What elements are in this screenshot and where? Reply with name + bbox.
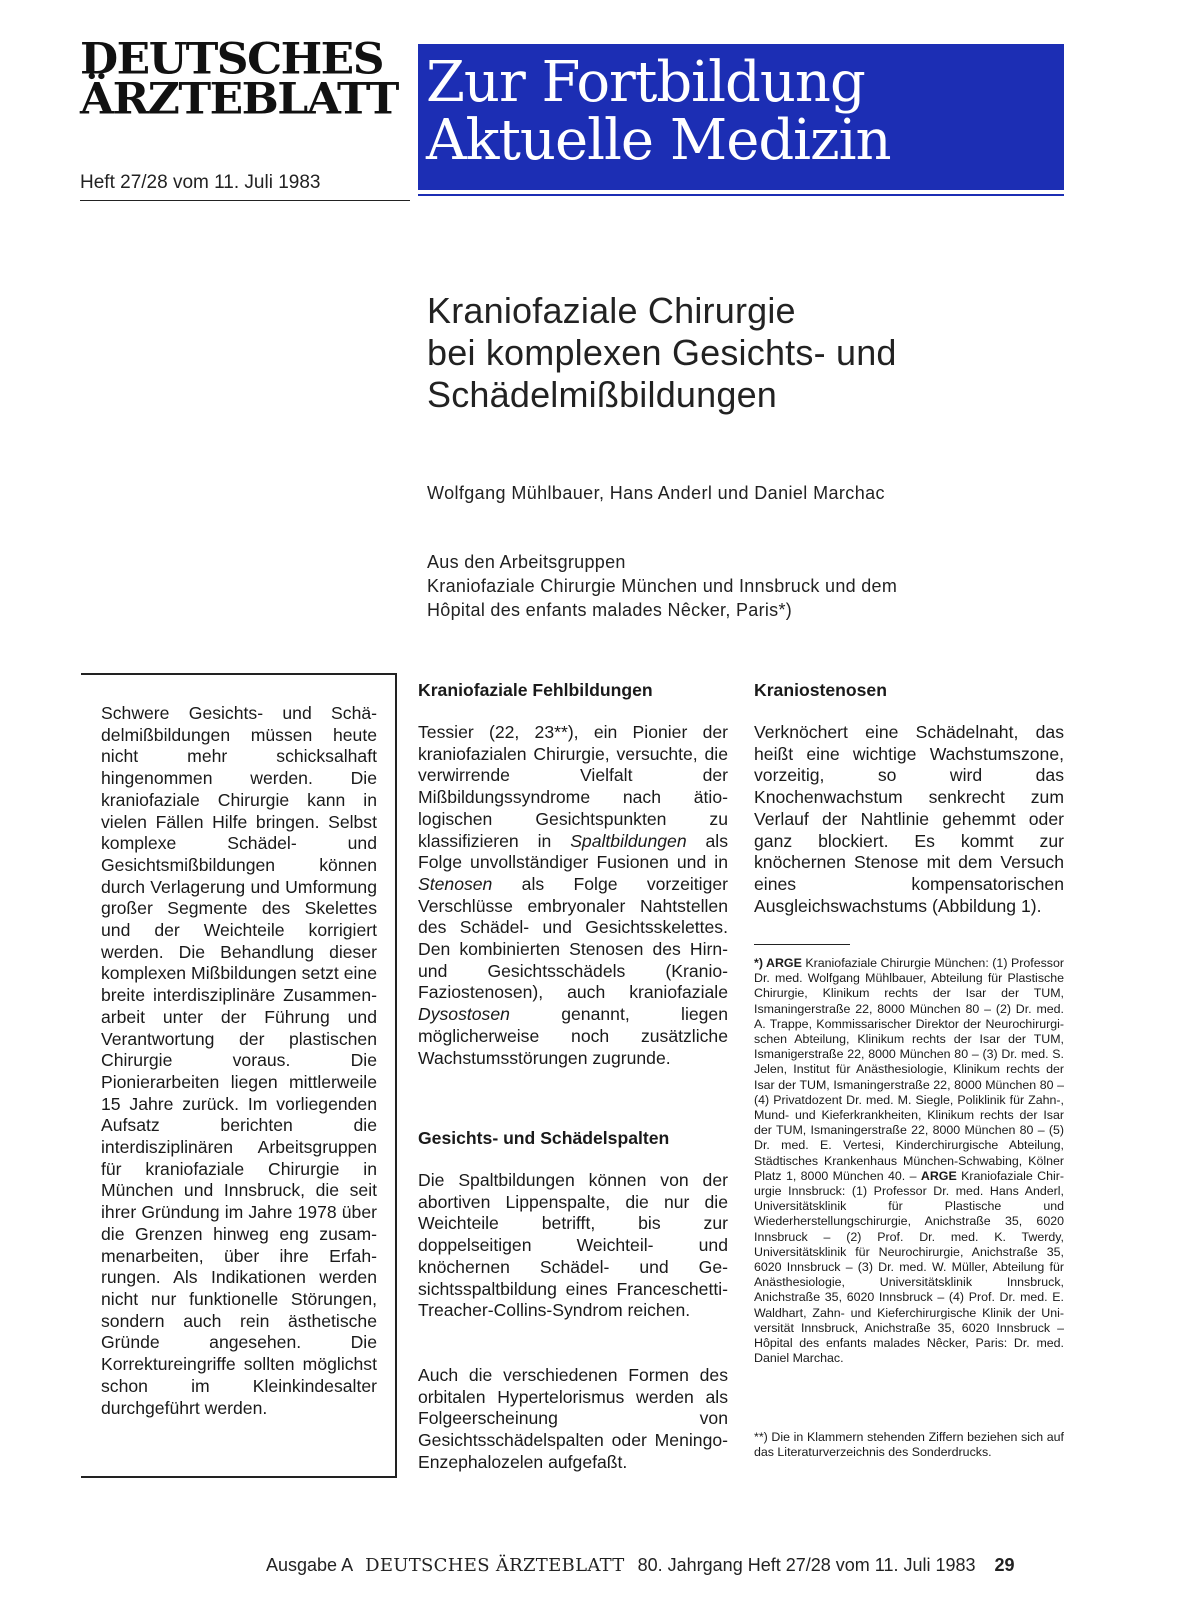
- text-run: als Folge unvollständiger Fusionen und in: [418, 830, 728, 873]
- banner-divider: [418, 194, 1064, 196]
- title-line: Schädelmißbildungen: [427, 374, 778, 415]
- footer-edition: Ausgabe A: [266, 1555, 353, 1575]
- abstract-box: [81, 673, 397, 1478]
- emphasis: Spaltbildungen: [570, 830, 687, 851]
- affiliation-line: Kraniofaziale Chirurgie München und Innsbruck und dem: [427, 576, 898, 596]
- footnote-divider: [754, 944, 850, 945]
- section-heading-spalten: Gesichts- und Schädelspalten: [418, 1128, 670, 1148]
- footnote-arge-label: ARGE: [766, 956, 802, 970]
- masthead-divider: [80, 200, 410, 201]
- section-heading-fehlbildungen: Kraniofaziale Fehlbildungen: [418, 680, 653, 700]
- footnote-references: **) Die in Klammern stehenden Ziffern beziehen sich auf das Literaturverzeichnis des Sonderdrucks.: [754, 1430, 1064, 1460]
- text-run: Tessier (22, 23**), ein Pionier der kraniofazialen Chirurgie, versuchte, die verwirrende Vielfalt der Mißbildungssyndrome nach ätiologischen Gesichtspunkten zu klassifizieren in: [418, 722, 728, 851]
- banner-line-1: Zur Fortbildung: [426, 50, 865, 115]
- text-run: Kraniofaziale Chirurgie Innsbruck: (1) Professor Dr. med. Hans Anderl, Universitätsklinik für Plastische und Wiederherstellungschirurgie, Anichstraße 35, 6020 Innsbruck – (2) Prof. Dr. med. K. Twerdy, Universitätsklinik für Neurochirurgie, Anichstraße 35, 6020 Innsbruck – (3) Dr. med. W. Müller, Abteilung für Anästhesiologie, Universitätsklinik Innsbruck, Anichstraße 35, 6020 Innsbruck – (4) Prof. Dr. med. E. Waldhart, Zahn- und Kieferchirurgische Klinik der Universität Innsbruck, Anichstraße 35, 6020 Innsbruck – Hôpital des enfants malades Nêcker, Paris: Dr. med. Daniel Marchac.: [754, 1168, 1064, 1366]
- text-run: genannt, liegen möglicherweise noch zusätzliche Wachstumsstörungen zugrunde.: [418, 1004, 728, 1068]
- page-number: 29: [994, 1555, 1015, 1575]
- footnote-mark: *): [754, 956, 767, 970]
- emphasis: Stenosen: [418, 873, 493, 894]
- section-banner: [418, 44, 1064, 190]
- footnote-arge-label: ARGE: [920, 1168, 957, 1183]
- footer-volume: 80. Jahrgang Heft 27/28 vom 11. Juli 1983: [637, 1555, 976, 1575]
- text-run: als Folge vorzeitiger Verschlüsse embryonaler Nahtstellen des Schädel- und Gesichtsskelettes. Den kombinierten Stenosen des Hirn- und Gesichtsschädels (Kranio-Faziostenosen), auch kraniofaziale: [418, 873, 728, 1003]
- banner-line-2: Aktuelle Medizin: [426, 108, 891, 173]
- masthead-logo: [80, 34, 410, 125]
- paragraph-spalten-2: Auch die verschiedenen Formen des orbitalen Hypertelorismus werden als Folgeerscheinung von Gesichtsschädelspalten oder Meningo-Enzephalozelen aufgefaßt.: [418, 1365, 728, 1472]
- masthead-line-2: ÄRZTEBLATT: [80, 74, 398, 125]
- affiliation-line: Hôpital des enfants malades Nêcker, Paris*): [427, 600, 793, 620]
- paragraph-kraniostenosen: Verknöchert eine Schädelnaht, das heißt eine wichtige Wachstumszone, vorzeitig, so wird das Knochenwachstum senkrecht zum Verlauf der Nahtlinie gehemmt oder ganz blockiert. Es kommt zur knöchernen Stenose mit dem Versuch eines kompensatorischen Ausgleichswachstums (Abbildung 1).: [754, 722, 1064, 916]
- abstract-text: Schwere Gesichts- und Schädelmißbildungen müssen heute nicht mehr schicksalhaft hingenommen werden. Die kraniofaziale Chirurgie kann in vielen Fällen Hilfe bringen. Selbst komplexe Schädel- und Gesichtsmißbildungen können durch Verlagerung und Umformung großer Segmente des Skelettes und der Weichteile korrigiert werden. Die Behandlung dieser komplexen Mißbildungen setzt eine breite interdisziplinäre Zusammenarbeit unter der Führung und Verantwortung der plastischen Chirurgie voraus. Die Pionierarbeiten liegen mittlerweile 15 Jahre zurück. Im vorliegenden Aufsatz berichten die interdisziplinären Arbeitsgruppen für kraniofaziale Chirurgie in München und Innsbruck, die seit ihrer Gründung im Jahre 1978 über die Grenzen hinweg eng zusammenarbeiten, über ihre Erfahrungen. Als Indikationen werden nicht nur funktionelle Störungen, sondern auch rein ästhetische Gründe angesehen. Die Korrektureingriffe sollten möglichst schon im Kleinkindesalter durchgeführt werden.: [101, 703, 377, 1418]
- masthead-line-1: DEUTSCHES: [80, 34, 383, 85]
- footer-magazine: DEUTSCHES ÄRZTEBLATT: [365, 1555, 625, 1576]
- article-title: [427, 290, 1067, 416]
- section-heading-kraniostenosen: Kraniostenosen: [754, 680, 887, 700]
- text-run: Kraniofaziale Chirurgie München: (1) Professor Dr. med. Wolfgang Mühlbauer, Abteilung für Plastische Chirurgie, Klinikum rechts der Isar der TUM, Ismaningerstraße 22, 8000 München 80 – (2) Dr. med. A. Trappe, Kommissarischer Direktor der Neurochirurgischen Abteilung, Klinikum rechts der Isar der TUM, Ismanigerstraße 22, 8000 München 80 – (3) Dr. med. S. Jelen, Institut für Anästhesiologie, Klinikum rechts der Isar der TUM, Ismaningerstraße 22, 8000 München 80 – (4) Privatdozent Dr. med. M. Siegle, Poliklinik für Zahn-, Mund- und Kieferkrankheiten, Klinikum rechts der Isar der TUM, Ismaningerstraße 22, 8000 München 80 – (5) Dr. med. E. Vertesi, Kinderchirurgische Abteilung, Städtisches Krankenhaus München-Schwabing, Kölner Platz 1, 8000 München 40. –: [754, 956, 1064, 1183]
- footnote-affiliations: [754, 956, 1064, 1366]
- title-line: bei komplexen Gesichts- und: [427, 332, 897, 373]
- page-footer: [266, 1555, 1015, 1576]
- paragraph-fehlbildungen: [418, 722, 728, 1069]
- article-affiliation: [427, 550, 897, 622]
- article-authors: Wolfgang Mühlbauer, Hans Anderl und Daniel Marchac: [427, 483, 885, 503]
- issue-info: Heft 27/28 vom 11. Juli 1983: [80, 172, 321, 193]
- title-line: Kraniofaziale Chirurgie: [427, 290, 796, 331]
- paragraph-spalten-1: Die Spaltbildungen können von der abortiven Lippenspalte, die nur die Weichteile betrifft, bis zur doppelseitigen Weichteil- und knöchernen Schädel- und Gesichtsspaltbildung eines Franceschetti-Treacher-Collins-Syndrom reichen.: [418, 1170, 728, 1321]
- emphasis: Dysostosen: [418, 1004, 510, 1025]
- affiliation-line: Aus den Arbeitsgruppen: [427, 552, 626, 572]
